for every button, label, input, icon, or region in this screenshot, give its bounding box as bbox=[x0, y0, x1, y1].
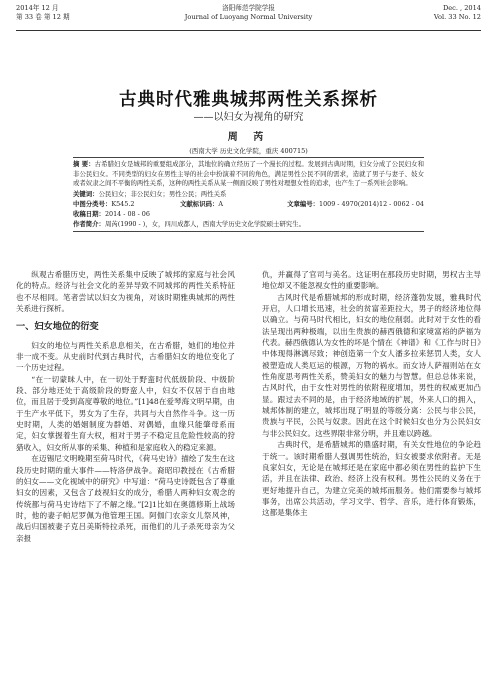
classification-row bbox=[73, 200, 424, 210]
header-rule bbox=[16, 30, 481, 31]
body-paragraph: 仇，并赢得了官司与美名。这证明在那段历史时期，男权古主导地位却又不能忽视女性的重要影响。 bbox=[262, 270, 481, 291]
received-label: 收稿日期： bbox=[73, 209, 105, 218]
header-date-cn: 2014年 12 月 bbox=[16, 4, 59, 12]
body-column-left bbox=[16, 269, 235, 544]
body-paragraph: “在一切蒙昧人中，在一切处于野蛮时代低级阶段、中级阶段、部分地还处于高级阶段的野蛮人中，妇女不仅居于自由地位，而且居于受到高度尊敬的地位。”[1]48在爱琴海文明早期，由于生产水平低下，男女为了生存，共同与大自然作斗争。这一历史时期，人类的婚姻制度为群婚、对偶婚，血缘只能肇母系而定，妇女掌握着生育大权，相对于男子不稳定且危险性较高的狩猎收入，妇女所从事的采集、种植和是家庭收入的稳定来源。 bbox=[16, 374, 235, 452]
header-right bbox=[434, 4, 481, 22]
clc-value: K545.2 bbox=[111, 200, 135, 209]
article-title: 古典时代雅典城邦两性关系探析 bbox=[119, 90, 378, 110]
article-number-label: 文章编号： bbox=[287, 200, 320, 209]
header-journal-en: Journal of Luoyang Normal University bbox=[184, 13, 313, 21]
clc bbox=[73, 200, 180, 210]
body-paragraph: 古风时代是希腊城邦的形成时期，经济蓬勃发展，雅典时代开启，人口增长迅速，社会的贫富差距拉大，男子的经济地位得以确立。与荷马时代相比，妇女的地位削弱。此时对于女性的看法呈现出两种极端，以出生贵族的赫西俄德和家境富裕的萨福为代表。赫西俄德认为女性的坏是个情在《神谱》和《工作与时日》中体现得淋漓尽致；神创造第一个女人潘多拉来惩罚人类，女人被塑造成人类厄运的根源，万物的祸水。而女诗人萨福则站在女性角度思考两性关系，赞美妇女的魅力与智慧。但总总体来说，古风时代，由于女性对男性的依附程度增加，男性的权威更加凸显。跟过去不同的是，由于经济地域的扩展，外来人口的拥入，城邦体制的建立，城邦出现了明显的等级分离：公民与非公民，贵族与平民，公民与奴隶。因此在这个时候妇女也分为公民妇女与非公民妇女。这些界限非常分明，并且难以跨越。 bbox=[262, 292, 481, 438]
article-number bbox=[287, 200, 424, 210]
author-affiliation: (西南大学 历史文化学院，重庆 400715) bbox=[189, 147, 308, 155]
abstract-label: 摘 要： bbox=[73, 160, 95, 168]
bio-text: 周芮(1990 - )，女，四川成都人，西南大学历史文化学院硕士研究生。 bbox=[104, 219, 305, 228]
body-paragraph: 古典时代，是希腊城邦的鼎盛时期，有关女性地位的争论趋于统一。该时期希腊人强调男性统治，妇女被要求依附者。无是良家妇女，无论是在城邦还是在家庭中都必须在男性的监护下生活，并且在法律、政治、经济上没有权利。男性公民的义务在于更好地提升自己，为建立完美的城邦而服务。他们需要参与城邦事务，出席公共活动，学习文学、哲学、音乐，进行体育锻炼，这都是集体主 bbox=[262, 440, 481, 518]
doc-code-value: A bbox=[218, 200, 223, 209]
article-number-value: 1009 - 4970(2014)12 - 0062 - 04 bbox=[319, 200, 424, 209]
doc-code bbox=[180, 200, 287, 210]
keywords-text: 公民妇女；非公民妇女；男性公民；两性关系 bbox=[98, 189, 227, 198]
received-date bbox=[73, 210, 424, 220]
header-issue-cn: 第 33 卷 第 12 期 bbox=[16, 13, 70, 21]
header-date-en: Dec. , 2014 bbox=[442, 4, 481, 12]
header-center bbox=[16, 4, 481, 22]
doc-code-label: 文献标识码： bbox=[180, 200, 219, 209]
abstract-block bbox=[73, 157, 424, 232]
body-column-right bbox=[262, 269, 481, 519]
body-paragraph: 在迈锡尼文明晚期至荷马时代，《荷马史诗》描绘了发生在这段历史时期的重大事件——特洛伊战争。裔昭印教授在《古希腊的妇女——文化视域中的研究》中写道：“荷马史诗既包含了尊重妇女的因素，又包含了歧视妇女的成分，希腊人两种妇女观念的传统都与荷马史诗结下了不解之缘。”[2]1比如在奥德修斯上战场时，他的妻子帕尼罗佩为他管理王国。阿伽门农亲女儿祭风神，战后归国被妻子克吕美斯特拉杀死，而他们的儿子杀死母亲为父亲报 bbox=[16, 454, 235, 543]
abstract-bottom-rule bbox=[73, 231, 424, 232]
running-header bbox=[16, 4, 481, 30]
author-bio bbox=[73, 220, 424, 230]
body-paragraph: 妇女的地位与两性关系息息相关，在古希腊，她们的地位并非一成不变。从史前时代到古典时代，古希腊妇女的地位变化了一个历史过程。 bbox=[16, 340, 235, 373]
header-journal-cn: 洛阳师范学院学报 bbox=[222, 4, 275, 12]
article-author: 周 芮 bbox=[227, 132, 270, 143]
received-value: 2014 - 08 - 06 bbox=[104, 209, 150, 218]
clc-label: 中图分类号： bbox=[73, 200, 112, 209]
abstract-top-rule bbox=[73, 157, 424, 158]
bio-label: 作者简介： bbox=[73, 219, 105, 228]
intro-paragraph: 纵观古希腊历史，两性关系集中反映了城邦的家庭与社会风化的特点。经济与社会文化的差异导致不同城邦的两性关系特征也不尽相同。笔者尝试以妇女为视角，对该时期雅典城邦的两性关系进行探析。 bbox=[16, 270, 235, 314]
keywords bbox=[73, 190, 424, 200]
section-heading: 一、妇女地位的衍变 bbox=[16, 321, 99, 333]
abstract-text: 古希腊妇女是城邦的重要组成部分，其地位的确立经历了一个漫长的过程。发展到古典时期，妇女分成了公民妇女和非公民妇女。不同类型的妇女在男性主导的社会中扮演着不同的角色，满足男性公民不同的需求，造就了男子与妻子、妓女或者奴隶之间不平衡的两性关系，这种的两性关系从某一侧面反映了男性对理想女性的追求，也产生了一系列社会影响。 bbox=[73, 160, 424, 188]
keywords-label: 关键词： bbox=[73, 189, 99, 198]
header-issue-en: Vol. 33 No. 12 bbox=[433, 13, 481, 21]
abstract bbox=[73, 160, 424, 189]
article-subtitle: ——以妇女为视角的研究 bbox=[193, 112, 304, 123]
